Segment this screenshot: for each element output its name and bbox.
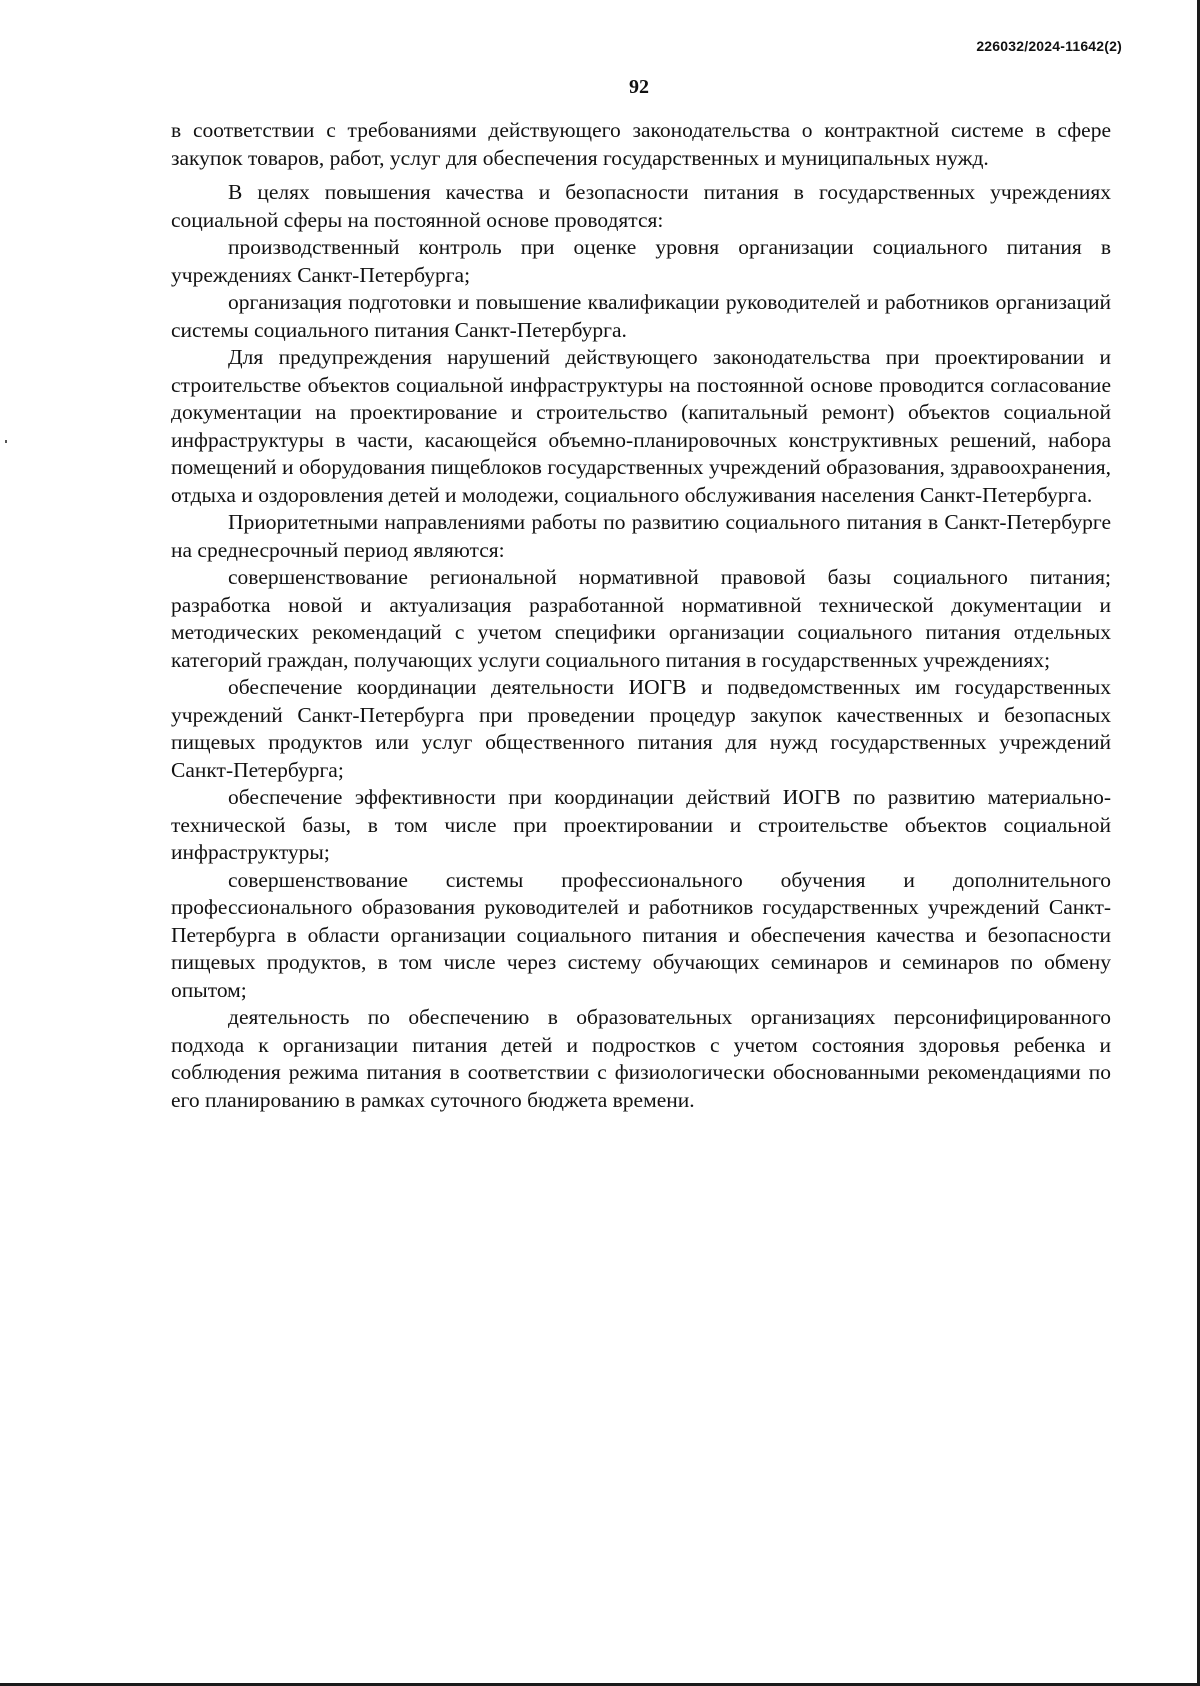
body-text — [171, 117, 1111, 1114]
page-number: 92 — [629, 76, 649, 98]
paragraph-continuation: в соответствии с требованиями действующего законодательства о контрактной системе в сфере закупок товаров, работ, услуг для обеспечения государственных и муниципальных нужд. — [171, 118, 1111, 170]
paragraph-professional-training: совершенствование системы профессионального обучения и дополнительного профессионального образования руководителей и работников государственных учреждений Санкт-Петербурга в области организации социального питания и обеспечения качества и безопасности пищевых продуктов, в том числе через систему обучающих семинаров и семинаров по обмену опытом; — [171, 867, 1111, 1002]
paragraph-material-base: обеспечение эффективности при координации действий ИОГВ по развитию материально-технической базы, в том числе при проектировании и строительстве объектов социальной инфраструктуры; — [171, 785, 1111, 864]
paragraph-design-approval: Для предупреждения нарушений действующего законодательства при проектировании и строительстве объектов социальной инфраструктуры на постоянной основе проводится согласование документации на проектирование и строительство (капитальный ремонт) объектов социальной инфраструктуры в части, касающейся объемно-планировочных конструктивных решений, набора помещений и оборудования пищеблоков государственных учреждений образования, здравоохранения, отдыха и оздоровления детей и молодежи, социального обслуживания населения Санкт-Петербурга. — [171, 345, 1111, 507]
paragraph-priority-directions: Приоритетными направлениями работы по развитию социального питания в Санкт-Петербурге на среднесрочный период являются: — [171, 510, 1111, 562]
paragraph-quality-safety-intro: В целях повышения качества и безопасности питания в государственных учреждениях социальной сферы на постоянной основе проводятся: — [171, 180, 1111, 232]
paragraph-training-organization: организация подготовки и повышение квалификации руководителей и работников организаций системы социального питания Санкт-Петербурга. — [171, 290, 1111, 342]
paragraph-procurement-coordination: обеспечение координации деятельности ИОГВ и подведомственных им государственных учреждений Санкт-Петербурга при проведении процедур закупок качественных и безопасных пищевых продуктов или услуг общественного питания для нужд государственных учреждений Санкт-Петербурга; — [171, 675, 1111, 782]
paragraph-personalized-nutrition: деятельность по обеспечению в образовательных организациях персонифицированного подхода к организации питания детей и подростков с учетом состояния здоровья ребенка и соблюдения режима питания в соответствии с физиологически обоснованными рекомендациями по его планированию в рамках суточного бюджета времени. — [171, 1005, 1111, 1112]
scan-artifact-mark — [5, 440, 7, 443]
paragraph-regulatory-base: совершенствование региональной нормативной правовой базы социального питания; разработка новой и актуализация разработанной нормативной технической документации и методических рекомендаций с учетом специфики организации социального питания отдельных категорий граждан, получающих услуги социального питания в государственных учреждениях; — [171, 565, 1111, 672]
document-id: 226032/2024-11642(2) — [976, 38, 1122, 54]
paragraph-production-control: производственный контроль при оценке уровня организации социального питания в учреждениях Санкт-Петербурга; — [171, 235, 1111, 287]
